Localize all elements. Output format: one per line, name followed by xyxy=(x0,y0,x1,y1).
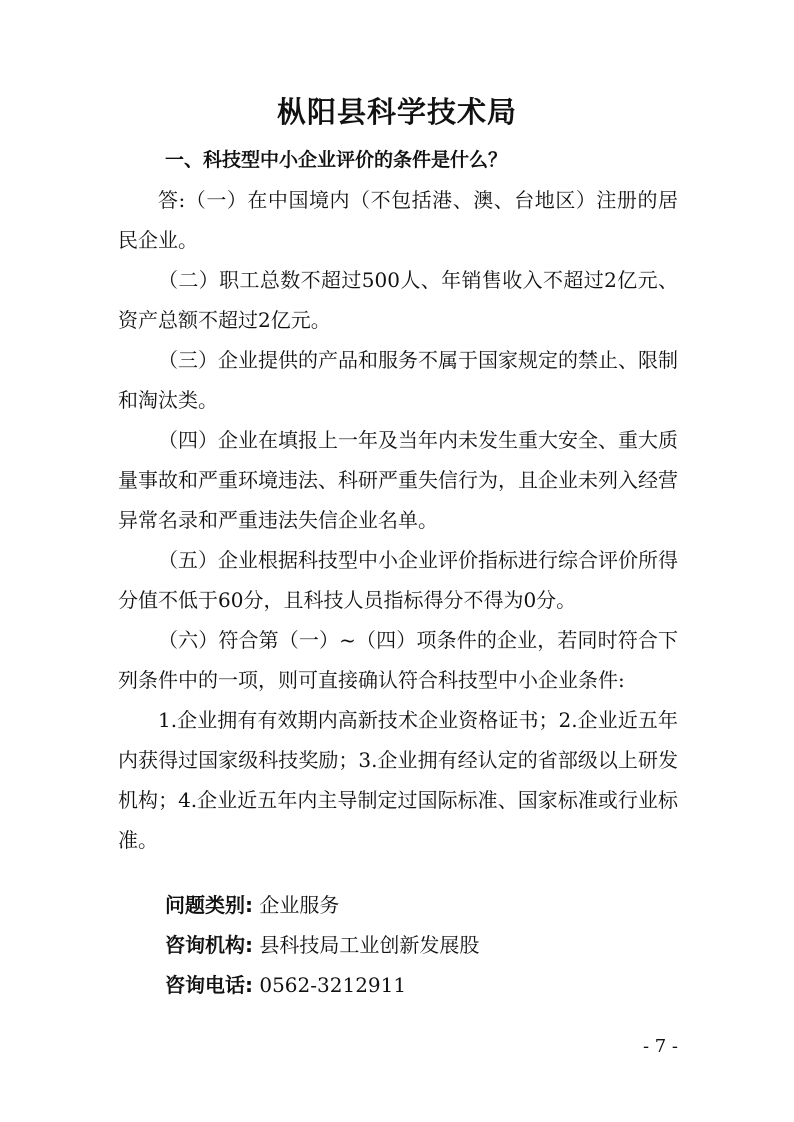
agency-row xyxy=(165,925,685,965)
answer-paragraph-6: （六）符合第（一）~（四）项条件的企业，若同时符合下列条件中的一项，则可直接确认符合科技型中小企业条件: xyxy=(118,628,678,692)
answer-paragraph-5: （五）企业根据科技型中小企业评价指标进行综合评价所得分值不低于60分，且科技人员指标得分不得为0分。 xyxy=(118,548,678,612)
answer-paragraph-4: （四）企业在填报上一年及当年内未发生重大安全、重大质量事故和严重环境违法、科研严重失信行为，且企业未列入经营异常名录和严重违法失信企业名单。 xyxy=(118,428,678,532)
phone-label: 咨询电话: xyxy=(165,973,253,997)
question-heading: 一、科技型中小企业评价的条件是什么？ xyxy=(165,149,508,171)
agency-label: 咨询机构: xyxy=(165,933,253,957)
category-value: 企业服务 xyxy=(259,893,340,917)
document-title: 枞阳县科学技术局 xyxy=(276,95,517,129)
answer-body xyxy=(118,180,678,860)
phone-value: 0562-3212911 xyxy=(259,973,407,997)
answer-paragraph-3: （三）企业提供的产品和服务不属于国家规定的禁止、限制和淘汰类。 xyxy=(118,348,678,412)
phone-row xyxy=(165,965,685,1005)
page-number: - 7 - xyxy=(642,1036,678,1057)
answer-paragraph-1: 答:（一）在中国境内（不包括港、澳、台地区）注册的居民企业。 xyxy=(118,188,678,252)
category-row xyxy=(165,885,685,925)
category-label: 问题类别: xyxy=(165,893,253,917)
agency-value: 县科技局工业创新发展股 xyxy=(259,933,480,957)
answer-paragraph-2: （二）职工总数不超过500人、年销售收入不超过2亿元、资产总额不超过2亿元。 xyxy=(118,268,678,332)
contact-info xyxy=(165,885,685,1005)
answer-paragraph-7: 1.企业拥有有效期内高新技术企业资格证书；2.企业近五年内获得过国家级科技奖励；3.企业拥有经认定的省部级以上研发机构；4.企业近五年内主导制定过国际标准、国家标准或行业标准。 xyxy=(118,708,678,852)
